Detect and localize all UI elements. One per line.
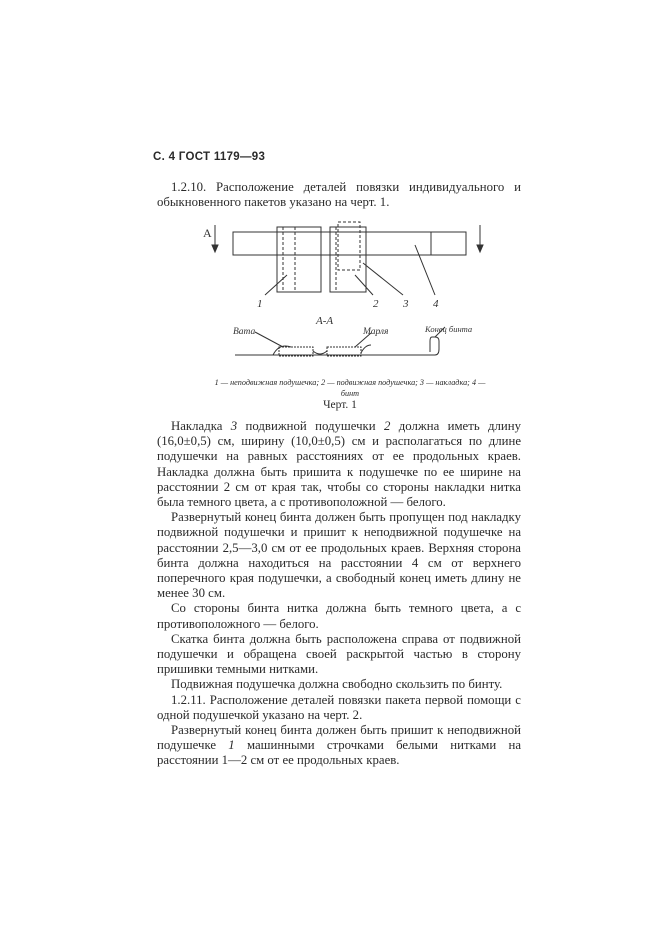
section-arrow-right: [477, 245, 483, 252]
label-4: 4: [433, 298, 439, 310]
label-end: Конец бинта: [425, 324, 473, 334]
text-run: Подвижная подушечка должна свободно скользить по бинту.: [171, 677, 503, 692]
label-marlya: Марля: [363, 327, 389, 337]
body-paragraph: [157, 723, 521, 769]
text-run: Развернутый конец бинта должен быть пропущен под накладку подвижной подушечки и пришит к неподвижной подушечке на расстоянии 2,5—3,0 см от ее продольных краев. Верхняя сторона бинта должна находиться на расстоянии 4 см от верхнего поперечного края подушечки, а свободный конец иметь длину не менее 30 см.: [157, 510, 521, 601]
section-arrow-left: [212, 245, 218, 252]
page-header: С. 4 ГОСТ 1179—93: [153, 151, 266, 163]
leader-vata: [255, 332, 283, 347]
body-paragraph: [157, 677, 521, 692]
body-section: [157, 419, 521, 769]
body-paragraph: [157, 601, 521, 631]
body-paragraph: [157, 632, 521, 678]
figure-caption: 1 — неподвижная подушечка; 2 — подвижная подушечка; 3 — накладка; 4 — бинт: [214, 378, 486, 398]
figure-number: Черт. 1: [323, 399, 357, 411]
section-end-fold: [430, 337, 439, 355]
intro-paragraph: 1.2.10. Расположение деталей повязки индивидуального и обыкновенного пакетов указано на черт. 1.: [157, 180, 521, 210]
text-run: подвижной подушечки: [237, 419, 384, 433]
text-run: Скатка бинта должна быть расположена справа от подвижной подушечки и обращена своей раскрытой частью в сторону пришивки темными нитками.: [157, 631, 521, 677]
pad-fixed: [277, 227, 321, 292]
label-3: 3: [403, 298, 409, 310]
figure-1: [195, 215, 500, 360]
label-2: 2: [373, 298, 379, 310]
section-title: А-А: [316, 315, 334, 327]
label-vata: Вата: [233, 327, 256, 337]
text-run: Накладка: [171, 419, 231, 433]
text-run: должна иметь длину (16,0±0,5) см, ширину (10,0±0,5) см и располагаться по длине подушечки на равных расстояниях от ее продольных краев. Накладка должна быть пришита к подушечке по ее ширине на расстоянии 2 см от края так, чтобы со стороны накладки нитка была темного цвета, а с противоположной — белого.: [157, 419, 521, 510]
section-mark-left: А: [203, 226, 212, 240]
item-ref: 3: [230, 419, 238, 433]
overlay: [338, 222, 360, 270]
item-ref: 2: [383, 419, 391, 433]
figure-1-drawing: [195, 215, 500, 360]
leader-4: [415, 245, 435, 295]
text-run: машинными строчками белыми нитками на расстоянии 1—2 см от ее продольных краев.: [157, 738, 522, 768]
text-run: Развернутый конец бинта должен быть пришит к неподвижной подушечке: [157, 723, 521, 753]
label-1: 1: [257, 298, 263, 310]
text-run: 1.2.11. Расположение деталей повязки пакета первой помощи с одной подушечкой указано на черт. 2.: [157, 692, 521, 722]
item-ref: 1: [228, 738, 235, 753]
text-run: Со стороны бинта нитка должна быть темного цвета, а с противоположного — белого.: [157, 601, 521, 631]
pad-movable: [330, 227, 366, 292]
body-paragraph: [157, 510, 521, 601]
intro-section: [157, 180, 521, 210]
body-paragraph: [157, 693, 521, 723]
body-paragraph: [157, 419, 521, 510]
